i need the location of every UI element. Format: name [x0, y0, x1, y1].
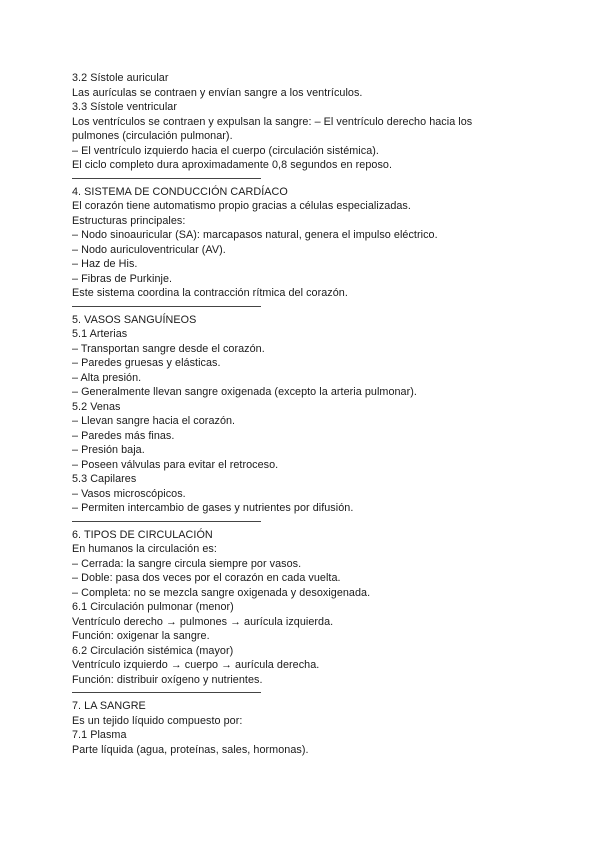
text-line: El corazón tiene automatismo propio gracias a células especializadas.: [72, 200, 411, 212]
text-line: El ciclo completo dura aproximadamente 0,8 segundos en reposo.: [72, 159, 392, 171]
text-line: Ventrículo izquierdo → cuerpo → aurícula derecha.: [72, 659, 320, 671]
text-line: 6.2 Circulación sistémica (mayor): [72, 644, 234, 657]
text-line: – Presión baja.: [72, 444, 145, 456]
document-body: [72, 71, 542, 757]
text-line: Es un tejido líquido compuesto por:: [72, 714, 243, 727]
text-line: 3.2 Sístole auricular: [72, 72, 169, 84]
section-divider: [72, 521, 261, 522]
text-line: Las aurículas se contraen y envían sangre a los ventrículos.: [72, 86, 363, 99]
text-line: – Paredes más finas.: [72, 429, 175, 442]
text-line: Función: distribuir oxígeno y nutrientes.: [72, 673, 263, 686]
section-divider: [72, 306, 261, 307]
text-line: pulmones (circulación pulmonar).: [72, 130, 233, 142]
text-line: – Llevan sangre hacia el corazón.: [72, 415, 236, 427]
text-line: 5.1 Arterias: [72, 328, 128, 340]
text-line: – Generalmente llevan sangre oxigenada (excepto la arteria pulmonar).: [72, 386, 417, 398]
text-line: 3.3 Sístole ventricular: [72, 101, 177, 113]
text-line: En humanos la circulación es:: [72, 543, 217, 555]
text-line: Función: oxigenar la sangre.: [72, 630, 210, 642]
text-line: 7. LA SANGRE: [72, 700, 146, 712]
text-line: – Fibras de Purkinje.: [72, 272, 173, 285]
text-line: Ventrículo derecho → pulmones → aurícula izquierda.: [72, 615, 334, 628]
text-line: – Completa: no se mezcla sangre oxigenada y desoxigenada.: [72, 586, 371, 599]
text-line: – Permiten intercambio de gases y nutrientes por difusión.: [72, 502, 354, 514]
text-line: – El ventrículo izquierdo hacia el cuerpo (circulación sistémica).: [72, 144, 379, 157]
section-divider: [72, 692, 261, 693]
text-line: 5.2 Venas: [72, 400, 121, 413]
text-line: – Poseen válvulas para evitar el retroceso.: [72, 458, 279, 471]
text-line: 6.1 Circulación pulmonar (menor): [72, 601, 234, 613]
text-line: – Alta presión.: [72, 371, 142, 384]
text-line: – Paredes gruesas y elásticas.: [72, 357, 221, 369]
text-line: 5. VASOS SANGUÍNEOS: [72, 313, 197, 326]
text-line: – Doble: pasa dos veces por el corazón en cada vuelta.: [72, 572, 341, 584]
text-line: – Cerrada: la sangre circula siempre por vasos.: [72, 557, 302, 570]
text-line: 6. TIPOS DE CIRCULACIÓN: [72, 528, 213, 541]
section-divider: [72, 178, 261, 179]
text-line: – Vasos microscópicos.: [72, 487, 186, 500]
text-line: 5.3 Capilares: [72, 473, 137, 485]
text-line: 4. SISTEMA DE CONDUCCIÓN CARDÍACO: [72, 185, 288, 198]
text-line: Los ventrículos se contraen y expulsan la sangre: – El ventrículo derecho hacia los: [72, 115, 473, 128]
text-line: 7.1 Plasma: [72, 729, 127, 741]
text-line: – Nodo auriculoventricular (AV).: [72, 243, 226, 256]
text-line: – Transportan sangre desde el corazón.: [72, 342, 265, 355]
text-line: Parte líquida (agua, proteínas, sales, hormonas).: [72, 743, 309, 756]
text-line: Estructuras principales:: [72, 214, 186, 227]
text-line: – Haz de His.: [72, 258, 138, 270]
text-line: – Nodo sinoauricular (SA): marcapasos natural, genera el impulso eléctrico.: [72, 229, 438, 241]
text-line: Este sistema coordina la contracción rítmica del corazón.: [72, 287, 348, 299]
